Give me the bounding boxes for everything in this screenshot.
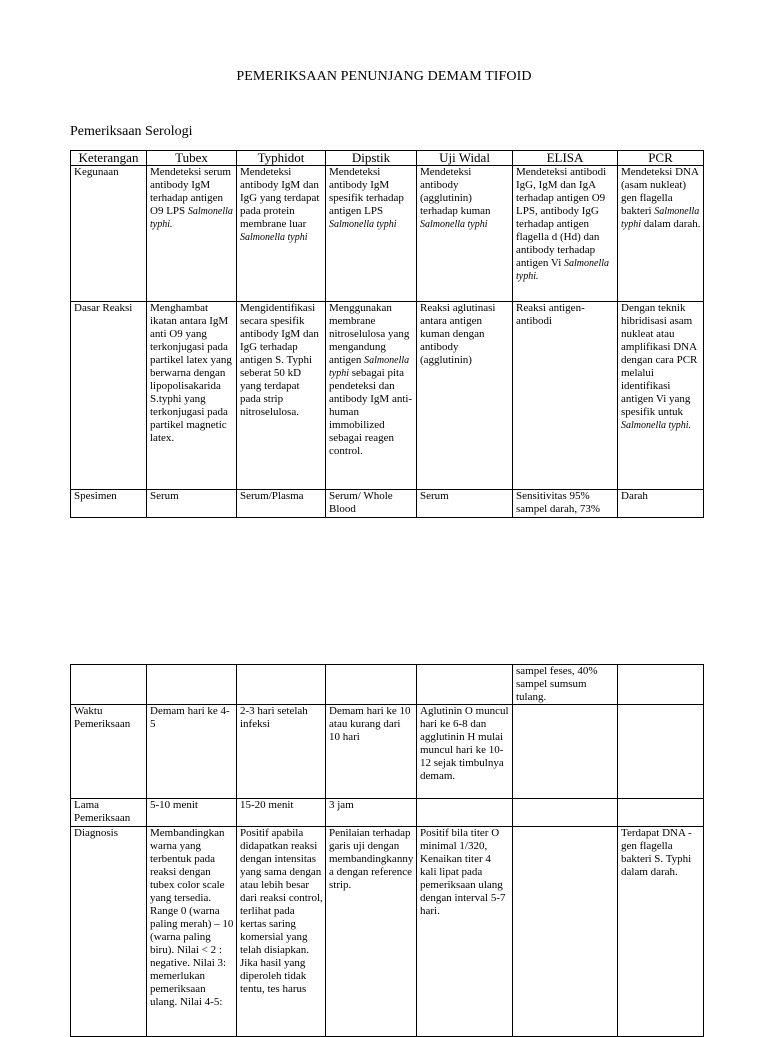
table-cell: Positif apabila didapatkan reaksi dengan intensitas yang sama dengan atau lebih besar dari reaksi control, terlihat pada kertas saring komersial yang telah disiapkan. Jika hasil yang diperoleh tidak tentu, tes harus xyxy=(237,827,326,1037)
table-cell xyxy=(618,705,704,799)
serology-table-part-2 xyxy=(70,664,704,1037)
table-cell xyxy=(417,665,513,705)
table-cell: Positif bila titer O minimal 1/320, Kenaikan titer 4 kali lipat pada pemeriksaan ulang dengan interval 5-7 hari. xyxy=(417,827,513,1037)
column-header: PCR xyxy=(618,151,704,166)
table-cell: Serum/Plasma xyxy=(237,490,326,518)
table-row xyxy=(71,166,704,302)
table-cell xyxy=(147,665,237,705)
table-cell: Mendeteksi antibody IgM dan IgG yang terdapat pada protein membrane luar Salmonella typhi xyxy=(237,166,326,302)
species-name: Salmonella typhi xyxy=(329,355,410,379)
table-cell: Menghambat ikatan antara IgM anti O9 yang terkonjugasi pada partikel latex yang berwarna dengan lipopolisakarida S.typhi yang terkonjugasi pada partikel magnetic latex. xyxy=(147,302,237,490)
table-cell: Menggunakan membrane nitroselulosa yang mengandung antigen Salmonella typhi sebagai pita pendeteksi dan antibody IgM anti-human immobilized sebagai reagen control. xyxy=(326,302,417,490)
table-cell: Mengidentifikasi secara spesifik antibody IgM dan IgG terhadap antigen S. Typhi seberat 50 kD yang terdapat pada strip nitroselulosa. xyxy=(237,302,326,490)
document-title: PEMERIKSAAN PENUNJANG DEMAM TIFOID xyxy=(236,69,532,84)
table-row xyxy=(71,665,704,705)
table-cell xyxy=(326,665,417,705)
row-label xyxy=(71,665,147,705)
species-name: Salmonella typhi xyxy=(621,206,700,230)
table-cell: Mendeteksi antibody (agglutinin) terhadap kuman Salmonella typhi xyxy=(417,166,513,302)
table-header-row xyxy=(71,151,704,166)
table-cell xyxy=(618,665,704,705)
row-label: Dasar Reaksi xyxy=(71,302,147,490)
species-name: Salmonella typhi xyxy=(420,219,488,230)
table-cell: Serum xyxy=(417,490,513,518)
table-cell xyxy=(513,827,618,1037)
table-cell: Dengan teknik hibridisasi asam nukleat atau amplifikasi DNA dengan cara PCR melalui identifikasi antigen Vi yang spesifik untuk Salmonella typhi. xyxy=(618,302,704,490)
table-row xyxy=(71,799,704,827)
column-header: ELISA xyxy=(513,151,618,166)
table-cell: 2-3 hari setelah infeksi xyxy=(237,705,326,799)
table-row xyxy=(71,302,704,490)
row-label: Diagnosis xyxy=(71,827,147,1037)
row-label: Lama Pemeriksaan xyxy=(71,799,147,827)
table-cell: 5-10 menit xyxy=(147,799,237,827)
serology-table-part-1 xyxy=(70,150,704,518)
table-cell xyxy=(237,665,326,705)
species-name: Salmonella typhi. xyxy=(621,420,691,431)
table-cell: Penilaian terhadap garis uji dengan membandingkannya dengan reference strip. xyxy=(326,827,417,1037)
table-cell: Demam hari ke 10 atau kurang dari 10 hari xyxy=(326,705,417,799)
table-row xyxy=(71,827,704,1037)
table-cell: Reaksi antigen-antibodi xyxy=(513,302,618,490)
table-cell: 15-20 menit xyxy=(237,799,326,827)
table-cell xyxy=(513,705,618,799)
species-name: Salmonella typhi xyxy=(329,219,397,230)
table-cell: 3 jam xyxy=(326,799,417,827)
row-label: Kegunaan xyxy=(71,166,147,302)
table-row xyxy=(71,490,704,518)
column-header: Uji Widal xyxy=(417,151,513,166)
table-cell: Darah xyxy=(618,490,704,518)
table-cell: Mendeteksi antibodi IgG, IgM dan IgA terhadap antigen O9 LPS, antibody IgG terhadap antigen flagella d (Hd) dan antibody terhadap antigen Vi Salmonella typhi. xyxy=(513,166,618,302)
table-cell: sampel feses, 40% sampel sumsum tulang. xyxy=(513,665,618,705)
section-title: Pemeriksaan Serologi xyxy=(70,124,193,139)
species-name: Salmonella typhi xyxy=(240,232,308,243)
row-label: Waktu Pemeriksaan xyxy=(71,705,147,799)
table-cell: Aglutinin O muncul hari ke 6-8 dan agglutinin H mulai muncul hari ke 10-12 sejak timbulnya demam. xyxy=(417,705,513,799)
table-cell: Serum/ Whole Blood xyxy=(326,490,417,518)
table-cell: Serum xyxy=(147,490,237,518)
table-cell xyxy=(618,799,704,827)
table-cell xyxy=(417,799,513,827)
column-header: Dipstik xyxy=(326,151,417,166)
column-header: Keterangan xyxy=(71,151,147,166)
column-header: Typhidot xyxy=(237,151,326,166)
table-cell: Mendeteksi serum antibody IgM terhadap antigen O9 LPS Salmonella typhi. xyxy=(147,166,237,302)
table-cell: Sensitivitas 95% sampel darah, 73% xyxy=(513,490,618,518)
table-cell: Mendeteksi DNA (asam nukleat) gen flagella bakteri Salmonella typhi dalam darah. xyxy=(618,166,704,302)
column-header: Tubex xyxy=(147,151,237,166)
row-label: Spesimen xyxy=(71,490,147,518)
species-name: Salmonella typhi. xyxy=(516,258,610,282)
table-cell xyxy=(513,799,618,827)
table-cell: Terdapat DNA - gen flagella bakteri S. Typhi dalam darah. xyxy=(618,827,704,1037)
table-cell: Reaksi aglutinasi antara antigen kuman dengan antibody (agglutinin) xyxy=(417,302,513,490)
table-cell: Membandingkan warna yang terbentuk pada reaksi dengan tubex color scale yang tersedia. Range 0 (warna paling merah) – 10 (warna paling biru). Nilai < 2 : negative. Nilai 3: memerlukan pemeriksaan ulang. Nilai 4-5: xyxy=(147,827,237,1037)
table-row xyxy=(71,705,704,799)
table-cell: Mendeteksi antibody IgM spesifik terhadap antigen LPS Salmonella typhi xyxy=(326,166,417,302)
table-cell: Demam hari ke 4-5 xyxy=(147,705,237,799)
species-name: Salmonella typhi. xyxy=(150,206,233,230)
